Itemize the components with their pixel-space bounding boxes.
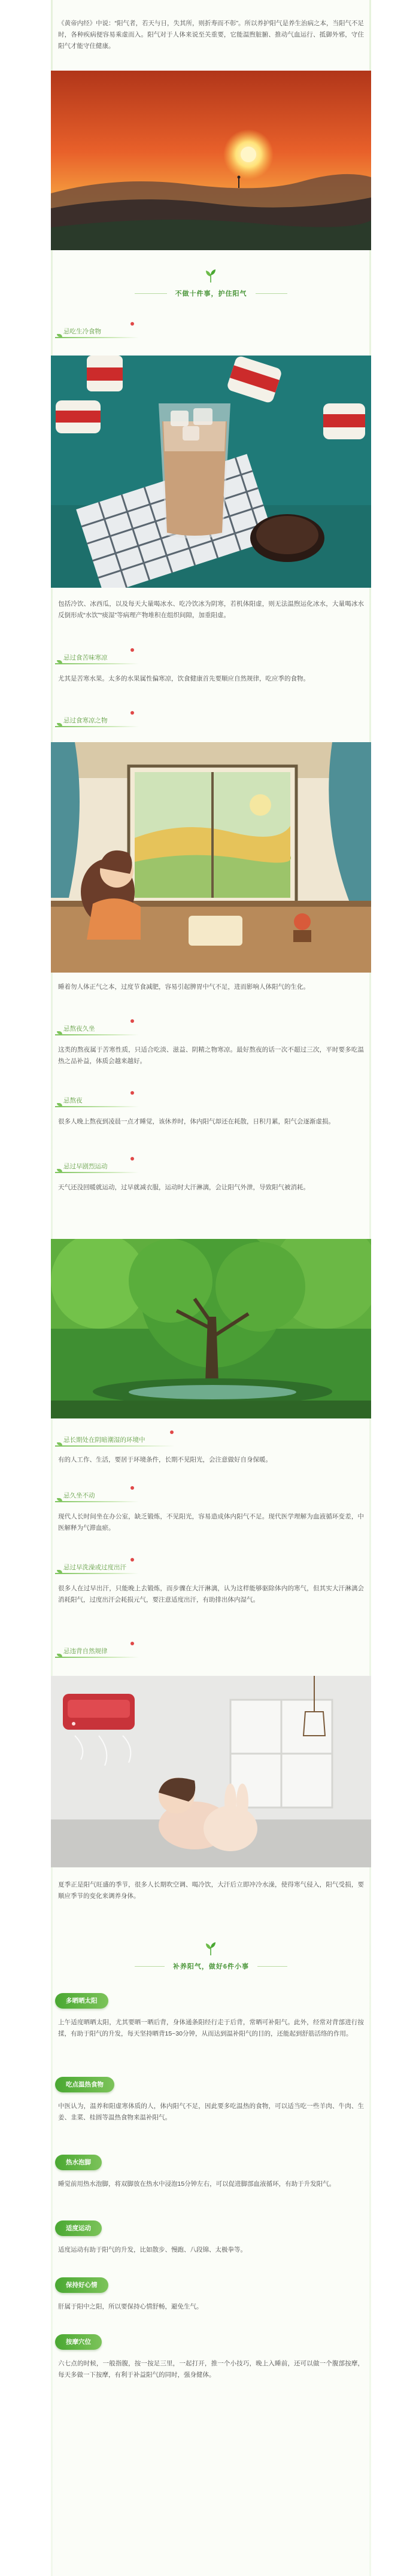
tip-tag-6: 按摩穴位	[55, 2334, 102, 2350]
green-tree-photo	[51, 1239, 371, 1418]
tip-tag-2: 吃点温热食物	[55, 2077, 114, 2092]
item-1-body: 包括冷饮、冰西瓜，以及每天大量喝冰水、吃冷饮冰为阴寒，若机体阳虚，则无法温煦运化冰水，大量喝冰水反倒形成“水饮”“痰湿”等病理产物堆积在组织间隙，加重阳虚。	[58, 600, 364, 619]
illustration-girl-air-conditioner	[51, 1676, 371, 1867]
item-7-body: 有的人工作、生活，要居于环境条件，长期不见阳光，会注意做好自身保暖。	[58, 1456, 272, 1463]
intro-paragraph: 《黄帝内经》中说：“阳气者，若天与日，失其所，则折寿而不彰”。所以养护阳气是养生治病之本，当阳气不足时，各种疾病便容易乘虚而入。阳气对于人体来说至关重要，它能温煦脏腑、推动气血运行、抵御外邪，守住阳气才能守住健康。	[58, 20, 364, 50]
illustration-girl-window	[51, 742, 371, 973]
section-title: 不做十件事，护住阳气	[167, 286, 256, 300]
tip-3-body: 睡觉前用热水泡脚，将双脚放在热水中浸泡15分钟左右，可以促进脚部血液循环，有助于升发阳气。	[58, 2180, 336, 2188]
tip-6-body: 六七点的时候，一般指腹，按一按足三里，一起打开，推一个小技巧，晚上入睡前，还可以做一个腹部按摩，每天多做一下按摩，有利于补益阳气的同时，强身健体。	[58, 2360, 364, 2378]
section-divider-1	[51, 269, 371, 305]
tip-tag-4: 适度运动	[55, 2220, 102, 2236]
item-2-body: 尤其是苦寒水果。太多的水果属性偏寒凉，饮食健康首先要顺应自然规律，吃应季的食物。	[58, 675, 309, 682]
item-6-body: 天气还没回暖就运动，过早就减衣服，运动时大汗淋漓，会让阳气外泄，导致阳气被消耗。	[58, 1184, 309, 1191]
section-title: 补养阳气，做好6件小事	[165, 1959, 257, 1973]
item-3-body: 睡着勿人体正气之本，过度节食减肥，容易引起脾胃中气不足，进而影响人体阳气的生化。	[58, 983, 309, 991]
leaf-icon	[205, 269, 217, 282]
item-9-body: 很多人在过早出汗，只能晚上去锻炼，而步骤在大汗淋漓，认为这样能够驱除体内的寒气，但其实大汗淋漓会消耗阳气，过度出汗会耗损元气，要注意适度出汗，有助排出体内湿气。	[58, 1585, 364, 1603]
tip-1-body: 上午适度晒晒太阳，尤其要晒一晒后背，身体通条阳经行走于后背，常晒可补阳气。此外，经常对背部进行按揉，有助于阳气的升发，每天坚持晒背15~30分钟，从而达到温补阳气的目的，还能起到舒筋活络的作用。	[58, 2019, 364, 2037]
item-8-body: 现代人长时间坐在办公室，缺乏锻炼，不见阳光，容易造成体内阳气不足。现代医学理解为血液循环变差，中医解释为气滞血瘀。	[58, 1513, 364, 1532]
tip-tag-1: 多晒晒太阳	[55, 1993, 108, 2009]
sunrise-photo	[51, 71, 371, 250]
article-page: 《黄帝内经》中说：“阳气者，若天与日，失其所，则折寿而不彰”。所以养护阳气是养生治病之本，当阳气不足时，各种疾病便容易乘虚而入。阳气对于人体来说至关重要，它能温煦脏腑、推动气血运行、抵御外邪，守住阳气才能守住健康。 不做十件事，护住阳气 忌吃生冷食物 包括冷饮、冰西瓜，以及每天大量喝冰水、吃冷饮冰为阴寒，若机体阳虚，则无法温煦运化冰水，大量喝冰水反倒形成“水饮”“痰湿”等病理产物堆积在组织间隙，加重阳虚。 忌过食苦味寒凉 尤其是苦寒水果。太多的水果属性偏寒凉，饮食健康首先要顺应自然规律，吃应季的食物。 忌过食寒凉之物 睡着勿人体正气之本，过度节食减肥，容易引起脾胃中气不足，进而影响人体阳气的生化。 忌熬夜久坐 这类的熬夜属于苦寒性质，只适合吃淡、滋益、阴精之物寒凉。最好熬夜的话一次不超过三次，平时要多吃温热之品补益，体质会越来越好。 忌熬夜 很多人晚上熬夜到凌晨一点才睡觉，该休养时，体内阳气却还在耗散，日积月累，阳气会逐渐虚损。 忌过早剧烈运动 天气还没回暖就运动，过早就减衣服，运动时大汗淋漓，会让阳气外泄，导致阳气被消耗。 忌长期处在阴暗潮湿的环境中 有的人工作、生活，要居于环境条件，长期不见阳光，会注意做好自身保暖。 忌久坐不动 现代人长时间坐在办公室，缺乏锻炼，不见阳光，容易造成体内阳气不足。现代医学理解为血液循环变差，中医解释为气滞血瘀。 忌过早洗澡或过度出汗 很多人在过早出汗，只能晚上去锻炼，而步骤在大汗淋漓，认为这样能够驱除体内的寒气，但其实大汗淋漓会消耗阳气，过度出汗会耗损元气，要注意适度出汗，有助排出体内湿气。 忌违背自然规律 夏季正是阳气旺盛的季节，很多人长期吹空调、喝冷饮，大汗后立即冲冷水澡，使得寒气侵入，阳气受损，要顺应季节的变化来调养身体。 补养阳气，做好6件小事 多晒晒太阳 上午适度晒晒太阳，尤其要晒一晒后背，身体通条阳经行走于后背，常晒可补阳气。此外，经常对背部进行按揉，有助于阳气的升发，每天坚持晒背15~30分钟，从而达到温补阳气的目的，还能起到舒筋活络的作用。 吃点温热食物 中医认为，温养和阳虚寒体质的人，体内阳气不足，因此要多吃温热的食物，可以适当吃一些羊肉、牛肉、生姜、韭菜、桂圆等温热食物来温补阳气。 热水泡脚 睡觉前用热水泡脚，将双脚放在热水中浸泡15分钟左右，可以促进脚部血液循环，有助于升发阳气。 适度运动 适度运动有助于阳气的升发，比如散步、慢跑、八段锦、太极拳等。 保持好心情 肝属于阳中之阳，所以要保持心情舒畅，避免生气。 按摩穴位 六七点的时候，一般指腹，按一按足三里，一起打开，推一个小技巧，晚上入睡前，还可以做一个腹部按摩，每天多做一下按摩，有利于补益阳气的同时，强身健体。	[0, 0, 419, 2576]
leaf-icon	[205, 1942, 217, 1955]
tip-2-body: 中医认为，温养和阳虚寒体质的人，体内阳气不足，因此要多吃温热的食物，可以适当吃一些羊肉、牛肉、生姜、韭菜、桂圆等温热食物来温补阳气。	[58, 2103, 364, 2121]
item-10-body: 夏季正是阳气旺盛的季节，很多人长期吹空调、喝冷饮，大汗后立即冲冷水澡，使得寒气侵入，阳气受损，要顺应季节的变化来调养身体。	[58, 1881, 364, 1900]
item-4-body: 这类的熬夜属于苦寒性质，只适合吃淡、滋益、阴精之物寒凉。最好熬夜的话一次不超过三次，平时要多吃温热之品补益，体质会越来越好。	[58, 1046, 364, 1065]
tip-4-body: 适度运动有助于阳气的升发，比如散步、慢跑、八段锦、太极拳等。	[58, 2246, 247, 2253]
tip-tag-3: 热水泡脚	[55, 2155, 102, 2170]
item-5-body: 很多人晚上熬夜到凌晨一点才睡觉，该休养时，体内阳气却还在耗散，日积月累，阳气会逐渐虚损。	[58, 1118, 335, 1125]
tip-5-body: 肝属于阳中之阳，所以要保持心情舒畅，避免生气。	[58, 2303, 203, 2310]
tip-tag-5: 保持好心情	[55, 2277, 108, 2293]
section-divider-2	[51, 1942, 371, 1978]
milk-tea-photo	[51, 356, 371, 588]
